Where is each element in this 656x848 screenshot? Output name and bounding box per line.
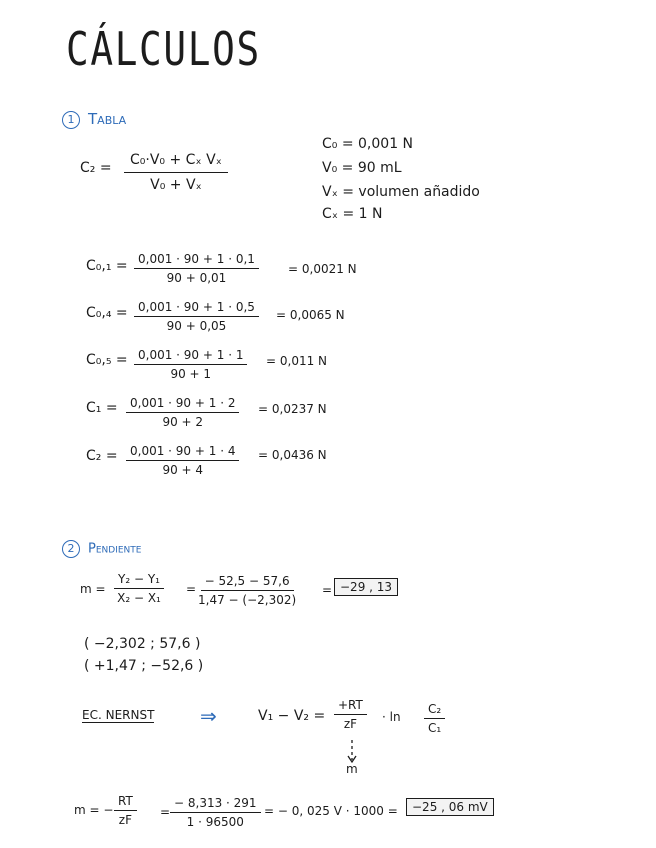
slope-lhs: m =: [80, 582, 106, 596]
final-numeric-numerator: − 8,313 · 291: [170, 796, 261, 813]
nernst-label: EC. NERNST: [82, 708, 155, 722]
calc-row-lhs: C₁ =: [86, 400, 118, 416]
final-numeric-denominator: 1 · 96500: [186, 815, 244, 829]
formula-lhs: C₂ =: [80, 160, 112, 176]
constant-vx: Vₓ = volumen añadido: [322, 184, 480, 200]
slope-denominator: X₂ − X₁: [117, 591, 161, 605]
nernst-rt-numerator: +RT: [334, 698, 367, 715]
final-zf: zF: [118, 813, 132, 827]
nernst-c2: C₂: [424, 702, 445, 719]
equals-sign: =: [322, 583, 333, 597]
nernst-ln: · ln: [382, 710, 401, 724]
nernst-concentration-fraction: [424, 702, 445, 735]
calc-row-denominator: 90 + 1: [170, 367, 212, 381]
constant-c0: C₀ = 0,001 N: [322, 136, 414, 152]
nernst-c1: C₁: [428, 721, 442, 735]
final-middle: = − 0, 025 V · 1000 =: [264, 804, 398, 818]
section-number-badge: 1: [62, 111, 80, 129]
point-1: ( −2,302 ; 57,6 ): [84, 636, 201, 652]
calc-row-lhs: C₀,₄ =: [86, 305, 128, 321]
formula-numerator: C₀·V₀ + Cₓ Vₓ: [124, 152, 228, 173]
calc-row-fraction: [126, 444, 239, 477]
equals-sign: =: [186, 582, 197, 596]
nernst-rt-denominator: zF: [343, 717, 358, 731]
calc-row-result: = 0,0436 N: [258, 448, 327, 462]
slope-numeric-fraction: [198, 574, 296, 607]
nernst-lhs: V₁ − V₂ =: [258, 708, 326, 724]
page-title: CÁLCULOS: [66, 22, 261, 76]
slope-numeric-denominator: 1,47 − (−2,302): [198, 593, 297, 607]
calc-row-lhs: C₂ =: [86, 448, 118, 464]
formula-denominator: V₀ + Vₓ: [150, 177, 202, 193]
calc-row-numerator: 0,001 · 90 + 1 · 1: [134, 348, 247, 365]
slope-numerator: Y₂ − Y₁: [114, 572, 164, 589]
calc-row-denominator: 90 + 0,01: [166, 271, 227, 285]
final-lhs: m = −: [74, 803, 114, 817]
section-1-title: Tabla: [88, 110, 127, 128]
nernst-m-label: m: [346, 762, 358, 776]
slope-result-box: −29 , 13: [334, 578, 398, 596]
calc-row-numerator: 0,001 · 90 + 1 · 0,1: [134, 252, 259, 269]
calc-row-numerator: 0,001 · 90 + 1 · 4: [126, 444, 239, 461]
point-2: ( +1,47 ; −52,6 ): [84, 658, 204, 674]
section-number-badge: 2: [62, 540, 80, 558]
formula-fraction: [124, 152, 228, 193]
final-rt: RT: [114, 794, 137, 811]
nernst-rt-fraction: [334, 698, 367, 731]
section-2-heading: [62, 540, 141, 558]
final-numeric-fraction: [170, 796, 261, 829]
constant-v0: V₀ = 90 mL: [322, 160, 402, 176]
calc-row-fraction: [134, 300, 259, 333]
final-symbolic-fraction: [114, 794, 137, 827]
calc-row-result: = 0,0021 N: [288, 262, 357, 276]
calc-row-result: = 0,0065 N: [276, 308, 345, 322]
calc-row-lhs: C₀,₁ =: [86, 258, 128, 274]
final-result-box: −25 , 06 mV: [406, 798, 494, 816]
section-2-title: Pendiente: [88, 541, 142, 557]
slope-numeric-numerator: − 52,5 − 57,6: [201, 574, 294, 591]
calc-row-fraction: [134, 252, 259, 285]
equals-sign: =: [160, 805, 171, 819]
calc-row-denominator: 90 + 0,05: [166, 319, 227, 333]
calc-row-fraction: [126, 396, 239, 429]
calc-row-result: = 0,0237 N: [258, 402, 327, 416]
calc-row-denominator: 90 + 4: [162, 463, 204, 477]
slope-symbolic-fraction: [114, 572, 164, 605]
calc-row-result: = 0,011 N: [266, 354, 328, 368]
calc-row-fraction: [134, 348, 247, 381]
constant-cx: Cₓ = 1 N: [322, 206, 383, 222]
implies-arrow-icon: ⇒: [200, 704, 217, 728]
section-1-heading: [62, 110, 126, 129]
calc-row-numerator: 0,001 · 90 + 1 · 0,5: [134, 300, 259, 317]
calc-row-denominator: 90 + 2: [162, 415, 204, 429]
calc-row-numerator: 0,001 · 90 + 1 · 2: [126, 396, 239, 413]
calc-row-lhs: C₀,₅ =: [86, 352, 128, 368]
